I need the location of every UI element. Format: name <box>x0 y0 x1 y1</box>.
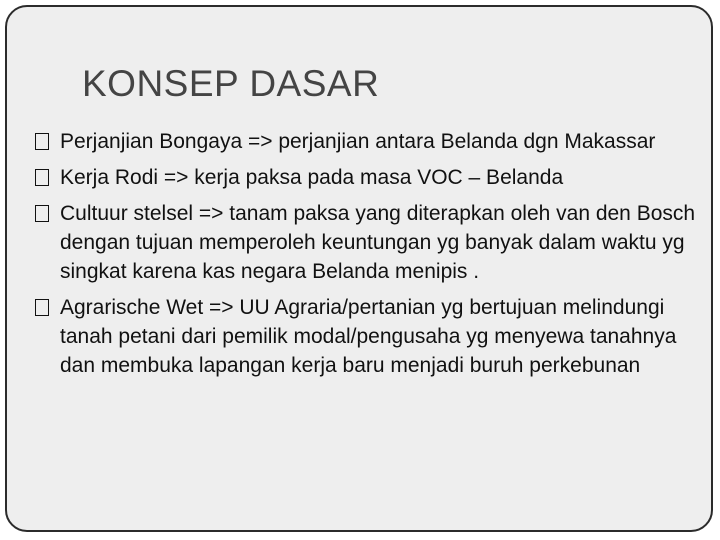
missing-glyph-box-icon <box>35 299 49 316</box>
bullet-text: Perjanjian Bongaya => perjanjian antara Belanda dgn Makassar <box>60 130 656 153</box>
missing-glyph-box-icon <box>35 133 49 150</box>
bullet-item <box>32 199 713 286</box>
bullet-text: Agrarische Wet => UU Agraria/pertanian yg bertujuan melindungi tanah petani dari pemilik modal/pengusaha yg menyewa tanahnya dan membuka lapangan kerja baru menjadi buruh perkebunan <box>60 296 677 377</box>
bullet-text: Cultuur stelsel => tanam paksa yang diterapkan oleh van den Bosch dengan tujuan memperoleh keuntungan yg banyak dalam waktu yg singkat karena kas negara Belanda menipis . <box>60 202 696 283</box>
bullet-item <box>32 163 713 192</box>
bullet-item <box>32 293 713 380</box>
missing-glyph-box-icon <box>35 169 49 186</box>
slide-title: KONSEP DASAR <box>82 63 380 104</box>
missing-glyph-box-icon <box>35 205 49 222</box>
bullet-text: Kerja Rodi => kerja paksa pada masa VOC – Belanda <box>60 166 564 189</box>
bullet-item <box>32 127 713 156</box>
slide <box>5 5 713 532</box>
bullet-list <box>32 127 713 387</box>
